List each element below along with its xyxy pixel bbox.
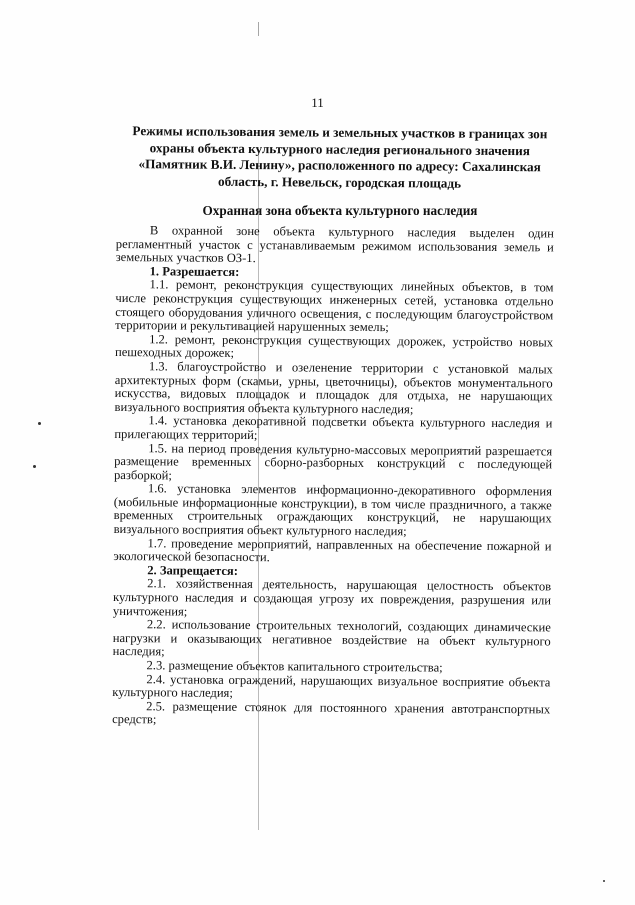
document-body [112, 224, 554, 730]
scan-speck [38, 422, 41, 425]
scan-speck [603, 880, 605, 882]
section-1-item: 1.4. установка декоративной подсветки объекта культурного наследия и прилегающих территорий; [114, 413, 553, 443]
section-2-item: 2.1. хозяйственная деятельность, нарушающая целостность объектов культурного наследия и создающая угрозу их повреждения, разрушения или уничтожения; [112, 576, 552, 619]
section-1-item: 1.7. проведение мероприятий, направленных на обеспечение пожарной и экологической безопасности. [113, 535, 552, 565]
section-1-item: 1.5. на период проведения культурно-массовых мероприятий разрешается размещение временных сборно-разборных конструкций с последующей разборкой; [113, 440, 553, 483]
section-1-item: 1.2. ремонт, реконструкция существующих дорожек, устройство новых пешеходных дорожек; [114, 332, 554, 361]
section-2-item: 2.4. установка ограждений, нарушающих визуальное восприятие объекта культурного наследия; [112, 671, 551, 701]
page-number: 11 [311, 95, 324, 110]
scan-speck [33, 465, 36, 468]
intro-paragraph: В охранной зоне объекта культурного наследия выделен один регламентный участок с устанавливаемым режимом использования земель и земельных участков ОЗ-1. [115, 223, 554, 266]
section-1-item: 1.6. установка элементов информационно-декоративного оформления (мобильные информационные конструкции), в том числе праздничного, а также временных строительных ограждающих конструкций, не нарушающих визуального восприятия объект культурного наследия; [113, 481, 552, 539]
section-2-item: 2.5. размещение стоянок для постоянного хранения автотранспортных средств; [112, 699, 551, 727]
section-2-item: 2.3. размещение объектов капитального строительства; [146, 658, 443, 675]
section-1-item: 1.1. ремонт, реконструкция существующих линейных объектов, в том числе реконструкция существующих инженерных сетей, установка отдельно стоящего оборудования уличного освещения, с последующим благоустройством территории и рекультивацией нарушенных земель; [115, 277, 554, 335]
scan-artifact-top [258, 22, 259, 36]
section-2-heading: 2. Запрещается: [147, 563, 239, 578]
document-title: Режимы использования земель и земельных участков в границах зон охраны объекта культурного наследия регионального значения «Памятник В.И. Ленину», расположенного по адресу: Сахалинская область, г. Невельск, городская площадь [132, 123, 548, 191]
section-1-item: 1.3. благоустройство и озеленение территории с установкой малых архитектурных форм (скамьи, урны, цветочницы), объектов монументального искусства, видовых площадок и площадок для отдыха, не нарушающих визуального восприятия объекта культурного наследия; [114, 359, 553, 417]
section-2-item: 2.2. использование строительных технологий, создающих динамические нагрузки и оказывающих негативное воздействие на объект культурного наследия; [112, 617, 551, 659]
zone-heading: Охранная зона объекта культурного наследия [202, 203, 478, 218]
section-1-heading: 1. Разрешается: [149, 264, 240, 279]
